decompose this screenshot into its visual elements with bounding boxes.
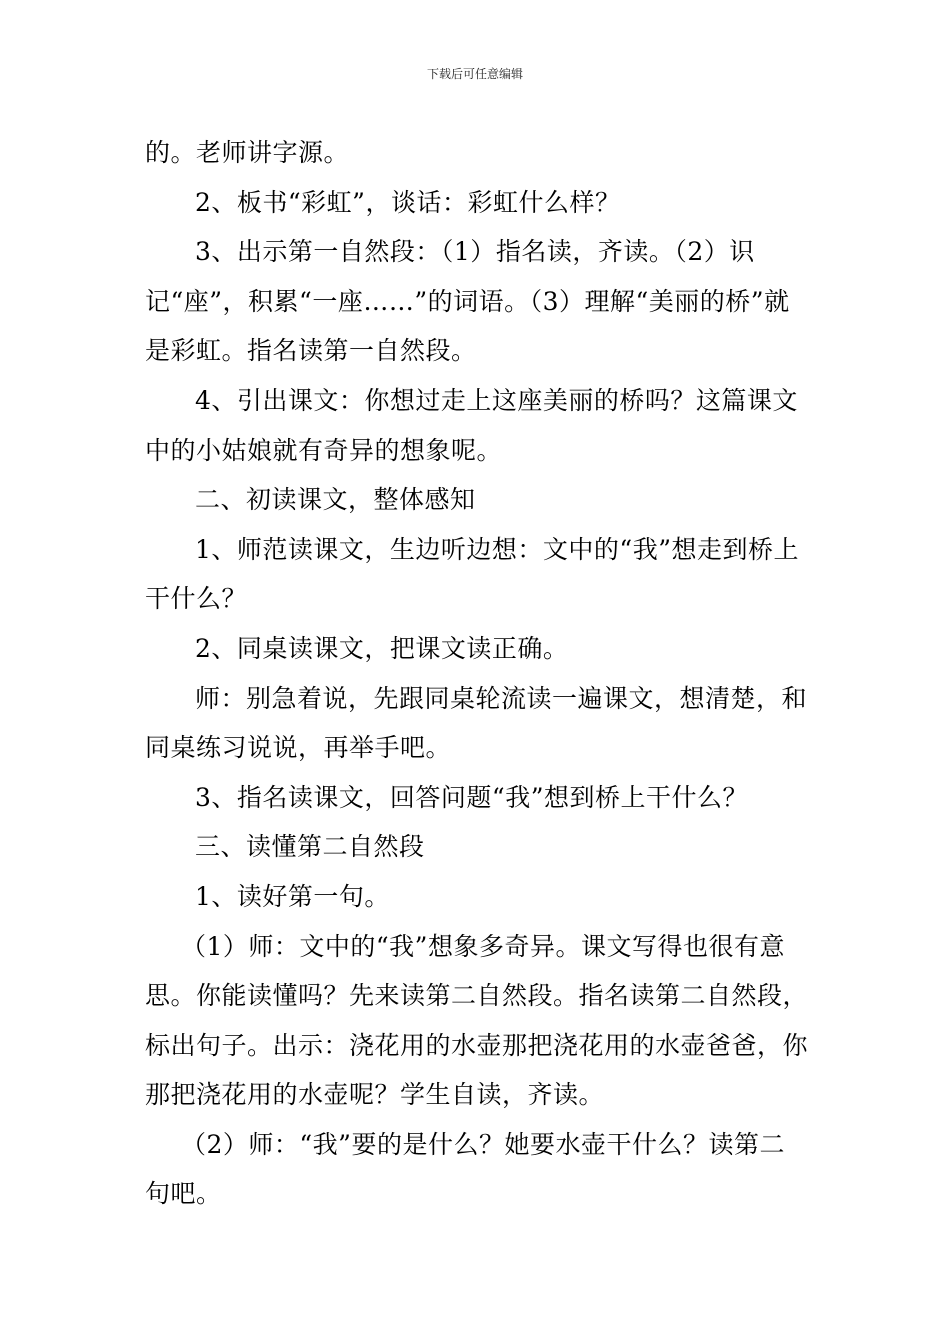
- paragraph-4: 4、引出课文：你想过走上这座美丽的桥吗？这篇课文中的小姑娘就有奇异的想象呢。: [145, 385, 798, 465]
- paragraph-3: 3、出示第一自然段：（1）指名读，齐读。（2）识记“座”，积累“一座……”的词语。（3）理解“美丽的桥”就是彩虹。指名读第一自然段。: [145, 237, 790, 366]
- paragraph-6: 1、师范读课文，生边听边想：文中的“我”想走到桥上干什么？: [145, 534, 799, 614]
- paragraph-12: （1）师：文中的“我”想象多奇异。课文写得也很有意思。你能读懂吗？先来读第二自然段。指名读第二自然段，标出句子。出示：浇花用的水壶那把浇花用的水壶爸爸，你那把浇花用的水壶呢？学生自读，齐读。: [145, 931, 809, 1110]
- paragraph-11: 1、读好第一句。: [195, 881, 390, 911]
- paragraph-8: 师：别急着说，先跟同桌轮流读一遍课文，想清楚，和同桌练习说说，再举手吧。: [145, 683, 808, 763]
- section-heading-3: 三、读懂第二自然段: [195, 832, 425, 862]
- paragraph-9: 3、指名读课文，回答问题“我”想到桥上干什么？: [195, 782, 748, 812]
- section-heading-2: 二、初读课文，整体感知: [195, 485, 476, 515]
- paragraph-2: 2、板书“彩虹”，谈话：彩虹什么样？: [195, 187, 621, 217]
- page-header: 下载后可任意编辑: [426, 67, 523, 81]
- paragraph-1: 的。老师讲字源。: [145, 138, 350, 167]
- paragraph-13: （2）师：“我”要的是什么？她要水壶干什么？读第二句吧。: [145, 1129, 785, 1209]
- paragraph-7: 2、同桌读课文，把课文读正确。: [195, 633, 569, 663]
- document-body: [145, 128, 809, 1219]
